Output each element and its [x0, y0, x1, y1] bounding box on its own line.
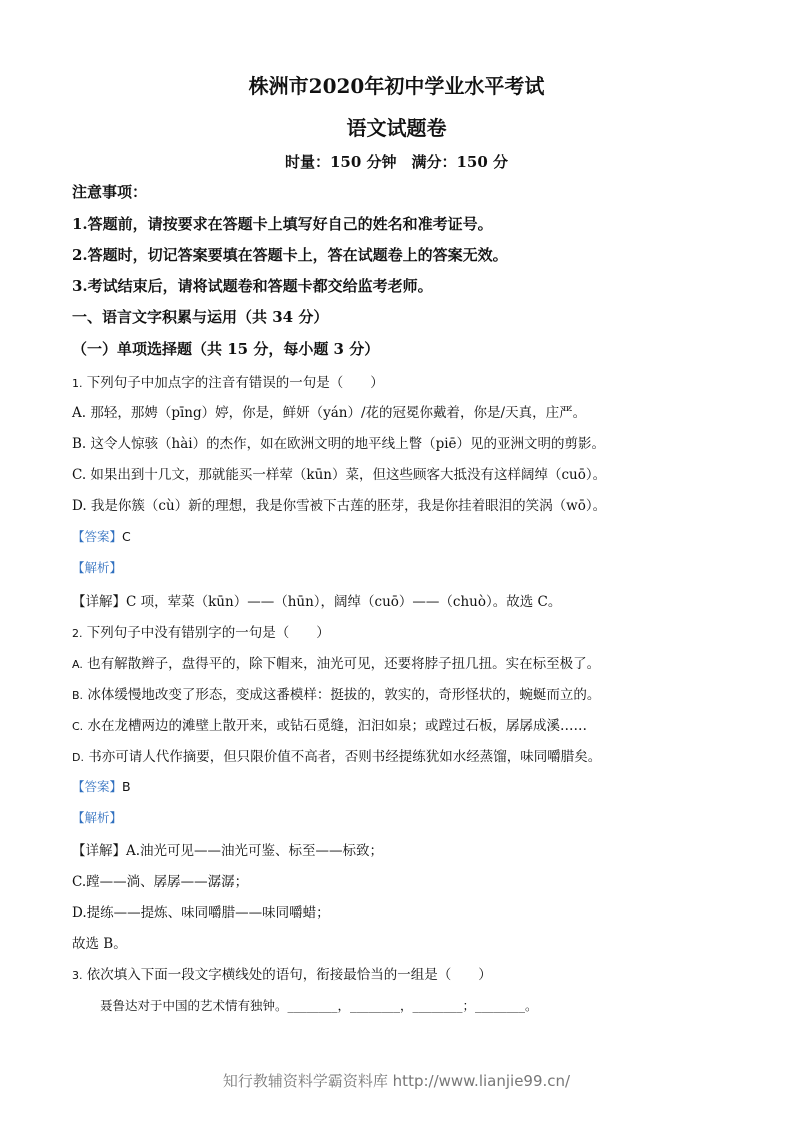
analysis-tag: 【解析】 — [72, 560, 123, 575]
option-letter: A. — [72, 658, 83, 671]
option-letter: B. — [72, 689, 84, 702]
question-number: 2. — [72, 627, 83, 640]
option-text: 水在龙槽两边的滩壁上散开来，或钻石觅缝，汩汩如泉；或蹚过石板，孱孱成溪…… — [87, 718, 587, 734]
option-d: D. 我是你簇（cù）新的理想，我是你雪被下古莲的胚芽，我是你挂着眼泪的笑涡（wō）。 — [72, 498, 607, 514]
footer-watermark: 知行教辅资料学霸资料库 http://www.lianjie99.cn/ — [222, 1072, 571, 1090]
option-text: 冰体缓慢地改变了形态，变成这番模样：挺拔的，敦实的，奇形怪状的，蜿蜒而立的。 — [87, 687, 601, 703]
option-text: 书亦可请人代作摘要，但只限价值不高者，否则书经提练犹如水经蒸馏，味同嚼腊矣。 — [88, 749, 602, 765]
detail-line: 【详解】A.油光可见——油光可鉴、标至——标致； — [72, 843, 384, 859]
answer-line — [72, 527, 772, 545]
answer-value: C — [122, 529, 131, 544]
notice-heading: 注意事项： — [72, 183, 148, 201]
exam-subtitle: 语文试题卷 — [346, 116, 447, 140]
option-c — [72, 714, 772, 734]
option-b: B. 这令人惊骇（hài）的杰作，如在欧洲文明的地平线上瞥（piē）见的亚洲文明的剪影。 — [72, 436, 606, 452]
detail-line: 【详解】C 项，荤菜（kūn）——（hūn），阔绰（cuō）——（chuò）。故选 C。 — [72, 594, 562, 610]
option-letter: D. — [72, 751, 84, 764]
exam-title: 株洲市2020年初中学业水平考试 — [248, 74, 545, 98]
option-text: 也有解散辫子，盘得平的，除下帽来，油光可见，还要将脖子扭几扭。实在标至极了。 — [87, 656, 601, 672]
option-letter: C. — [72, 720, 84, 733]
question-1-stem — [72, 371, 772, 391]
section-heading: 一、语言文字积累与运用（共 34 分） — [72, 308, 329, 326]
detail-line: 故选 B。 — [72, 936, 127, 952]
detail-line: C.蹚——淌、孱孱——潺潺； — [72, 874, 249, 890]
option-b — [72, 683, 772, 703]
question-text: 下列句子中没有错别字的一句是（ ） — [86, 625, 330, 641]
option-d — [72, 745, 772, 765]
question-3-stem — [72, 963, 772, 983]
analysis-tag: 【解析】 — [72, 810, 123, 825]
notice-item: 1.答题前，请按要求在答题卡上填写好自己的姓名和准考证号。 — [72, 215, 493, 233]
detail-line: D.提练——提炼、味同嚼腊——味同嚼蜡； — [72, 905, 330, 921]
option-a: A. 那轻，那娉（pīng）婷，你是，鲜妍（yán）/花的冠冕你戴着，你是/天真，庄严。 — [72, 405, 587, 421]
option-c: C. 如果出到十几文，那就能买一样荤（kūn）菜，但这些顾客大抵没有这样阔绰（cuō）。 — [72, 467, 607, 483]
question-2-stem — [72, 621, 772, 641]
option-a — [72, 652, 772, 672]
answer-line — [72, 777, 772, 795]
sub-section-heading: （一）单项选择题（共 15 分，每小题 3 分） — [72, 340, 380, 358]
answer-tag: 【答案】 — [72, 529, 123, 544]
question-text: 下列句子中加点字的注音有错误的一句是（ ） — [86, 375, 384, 391]
question-text: 依次填入下面一段文字横线处的语句，衔接最恰当的一组是（ ） — [86, 967, 492, 983]
question-number: 3. — [72, 969, 83, 982]
answer-value: B — [122, 779, 131, 794]
analysis-line — [72, 808, 772, 826]
notice-item: 2.答题时，切记答案要填在答题卡上，答在试题卷上的答案无效。 — [72, 246, 508, 264]
answer-tag: 【答案】 — [72, 779, 123, 794]
time-score-line: 时量：150 分钟 满分：150 分 — [284, 153, 509, 171]
notice-item: 3.考试结束后，请将试题卷和答题卡都交给监考老师。 — [72, 277, 433, 295]
question-number: 1. — [72, 377, 83, 390]
analysis-line — [72, 558, 772, 576]
question-3-passage: 聂鲁达对于中国的艺术情有独钟。________，________，________；________。 — [100, 998, 538, 1013]
